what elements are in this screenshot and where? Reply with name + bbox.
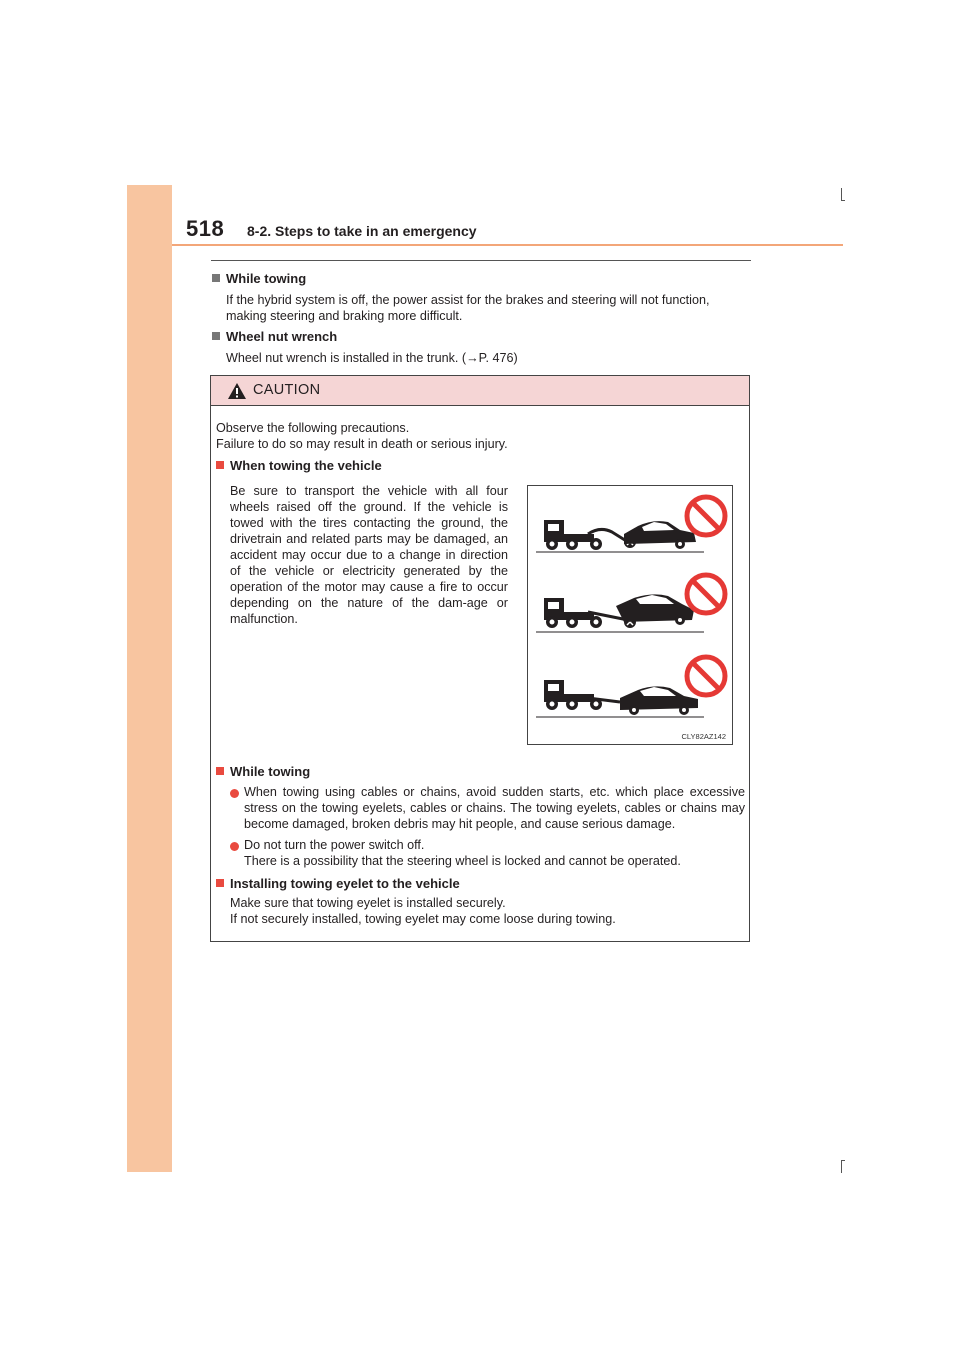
caution-box xyxy=(210,375,750,942)
note-text-while-towing: If the hybrid system is off, the power assist for the brakes and steering will not function, making steering and braking more difficult. xyxy=(226,293,710,323)
content-top-rule xyxy=(211,260,751,261)
note-heading-while-towing: While towing xyxy=(212,271,306,286)
prohibited-icon xyxy=(687,497,725,535)
towing-illustration xyxy=(527,485,733,745)
red-square-bullet-icon xyxy=(216,879,224,887)
caution-intro-line-2: Failure to do so may result in death or serious injury. xyxy=(216,437,508,451)
red-square-bullet-icon xyxy=(216,767,224,775)
caution-header xyxy=(211,376,749,406)
caution-heading-towing-vehicle: When towing the vehicle xyxy=(216,458,382,473)
page-number: 518 xyxy=(186,216,225,241)
note-heading-wheel-nut-wrench: Wheel nut wrench xyxy=(212,329,337,344)
square-bullet-icon xyxy=(212,332,220,340)
tow-truck-icon xyxy=(544,680,620,710)
red-round-bullet-icon xyxy=(230,842,239,851)
square-bullet-icon xyxy=(212,274,220,282)
prohibited-icon xyxy=(687,657,725,695)
tow-truck-icon xyxy=(544,520,636,550)
caution-bullet-sudden-starts: When towing using cables or chains, avoid sudden starts, etc. which place excessive stress on the towing eyelets, cables or chains. The towing eyelets, cables or chains may become damaged, broken debris may hit people, and cause serious damage. xyxy=(244,785,745,831)
crop-mark-top-foot xyxy=(841,200,845,201)
red-round-bullet-icon xyxy=(230,789,239,798)
caution-eyelet-line-2: If not securely installed, towing eyelet may come loose during towing. xyxy=(230,912,616,926)
crop-mark-bottom xyxy=(841,1160,842,1173)
crop-mark-bottom-foot xyxy=(841,1160,845,1161)
caution-intro-line-1: Observe the following precautions. xyxy=(216,421,410,435)
red-square-bullet-icon xyxy=(216,461,224,469)
towing-prohibited-diagram xyxy=(528,486,732,736)
note-text-wheel-nut-wrench: Wheel nut wrench is installed in the trunk. (→P. 476) xyxy=(226,351,518,365)
figure-code: CLY82AZ142 xyxy=(681,732,726,741)
prohibited-icon xyxy=(687,575,725,613)
towed-car-icon xyxy=(616,594,694,625)
chapter-side-band xyxy=(127,185,172,1172)
caution-heading-eyelet: Installing towing eyelet to the vehicle xyxy=(216,876,460,891)
caution-heading-while-towing: While towing xyxy=(216,764,310,779)
section-title: 8-2. Steps to take in an emergency xyxy=(247,223,477,239)
caution-text-towing-vehicle: Be sure to transport the vehicle with all four wheels raised off the ground. If the vehicle is towed with the tires contacting the ground, the drivetrain and related parts may be damaged, an accident may occur due to a change in direction of the vehicle or electricity generated by the operation of the motor may cause a fire to occur depending on the nature of the dam-age or malfunction. xyxy=(230,484,508,626)
warning-triangle-icon xyxy=(227,382,247,400)
header-rule xyxy=(172,244,843,246)
caution-bullet-power-switch: Do not turn the power switch off. xyxy=(244,838,425,852)
caution-eyelet-line-1: Make sure that towing eyelet is installed securely. xyxy=(230,896,506,910)
caution-label: CAUTION xyxy=(253,382,321,398)
towed-car-icon xyxy=(620,686,698,715)
caution-bullet-steering-locked: There is a possibility that the steering wheel is locked and cannot be operated. xyxy=(244,854,681,868)
